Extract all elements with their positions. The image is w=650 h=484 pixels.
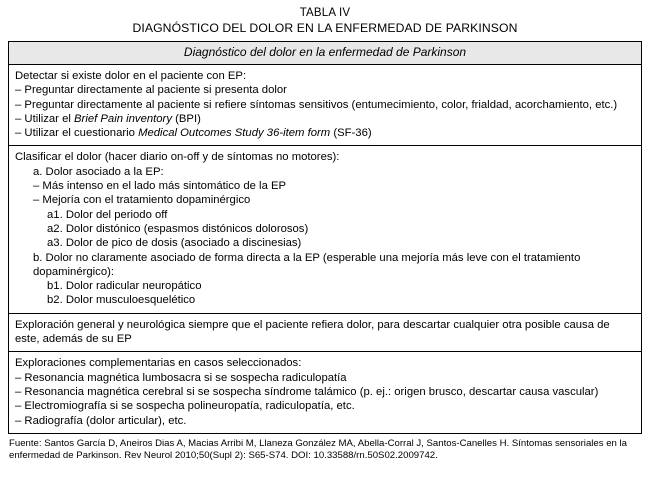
table-section-exploraciones-complementarias [9,352,641,432]
table-line: a1. Dolor del periodo off [47,208,168,221]
line-text: – Utilizar el [15,112,75,125]
table-sections [9,65,641,433]
instrument-name: Medical Outcomes Study 36-item form [138,127,331,140]
table-line [15,126,635,140]
table-line: – Resonancia magnética cerebral si se sospecha síndrome talámico (p. ej.: origen brusco, descartar causa vascular) [15,385,599,398]
table-line: Exploración general y neurológica siempre que el paciente refiera dolor, para descartar cualquier otra posible causa de este, además de su EP [15,318,613,346]
table-line: a. Dolor asociado a la EP: [33,165,164,178]
table-section-clasificar [9,146,641,313]
source-note: Fuente: Santos García D, Aneiros Dias A, Macias Arribi M, Llaneza González MA, Abella-Corral J, Santos-Canelles H. Síntomas sensoriales en la enfermedad de Parkinson. Rev Neurol 2010;50(Supl 2): S65-S74. DOI: 10.33588/rn.50S02.2009742. [9,437,628,462]
table-line: Exploraciones complementarias en casos seleccionados: [15,357,302,370]
table-header: Diagnóstico del dolor en la enfermedad de Parkinson [9,42,641,65]
table-line: – Preguntar directamente al paciente si refiere síntomas sensitivos (entumecimiento, color, frialdad, acorchamiento, etc.) [15,98,618,111]
table-line: a3. Dolor de pico de dosis (asociado a discinesias) [47,237,302,250]
line-text: – Utilizar el cuestionario [15,127,139,140]
table-number: TABLA IV [299,7,351,19]
table-line: b1. Dolor radicular neuropático [47,280,202,293]
line-text: (SF-36) [330,127,372,140]
table-line: Detectar si existe dolor en el paciente con EP: [15,70,247,82]
table-section-detectar [9,65,641,146]
diagnosis-table [8,41,642,434]
page-title: DIAGNÓSTICO DEL DOLOR EN LA ENFERMEDAD DE PARKINSON [132,21,518,35]
table-line: – Preguntar directamente al paciente si presenta dolor [15,84,287,97]
table-line: b2. Dolor musculoesquelético [47,294,196,307]
table-line: – Radiografía (dolor articular), etc. [15,414,187,427]
table-line: – Mejoría con el tratamiento dopaminérgico [33,194,251,207]
table-line: a2. Dolor distónico (espasmos distónicos dolorosos) [47,222,309,235]
line-text: (BPI) [171,112,201,125]
table-line: Clasificar el dolor (hacer diario on-off y de síntomas no motores): [15,151,340,164]
table-line: b. Dolor no claramente asociado de forma directa a la EP (esperable una mejoría más leve con el tratamiento dopaminérgico): [33,251,584,278]
table-line: – Más intenso en el lado más sintomático de la EP [33,180,287,193]
instrument-name: Brief Pain inventory [74,112,172,125]
table-line: – Resonancia magnética lumbosacra si se sospecha radiculopatía [15,371,347,384]
table-line [15,112,635,126]
table-section-exploracion-general [9,314,641,353]
table-line: – Electromiografía si se sospecha polineuropatía, radiculopatía, etc. [15,400,355,413]
